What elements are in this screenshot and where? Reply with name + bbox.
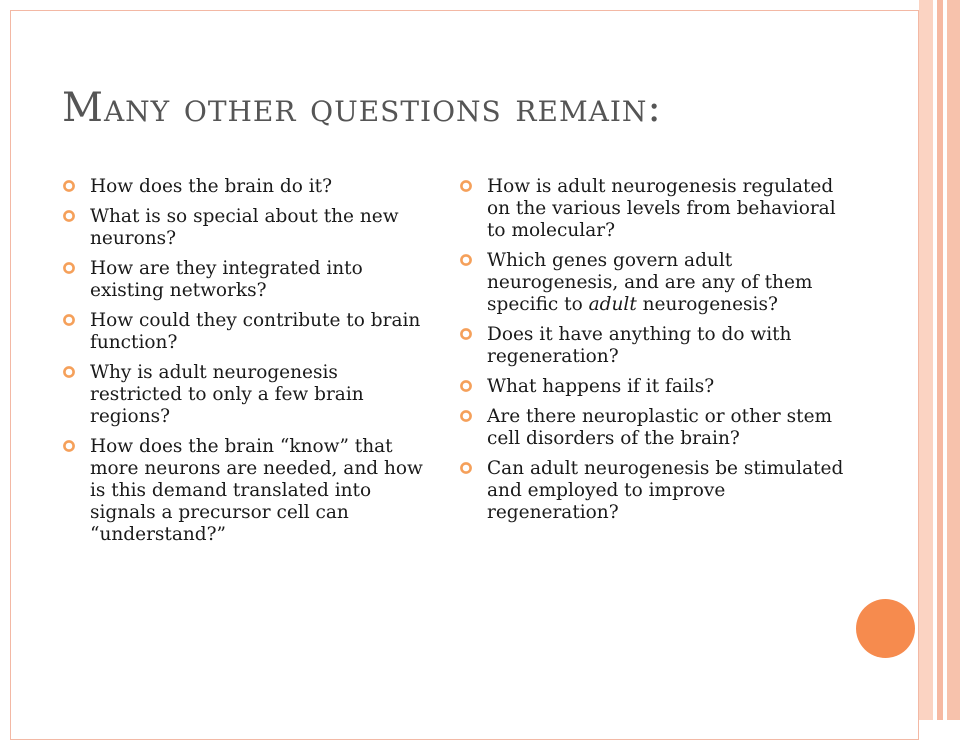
hollow-circle-bullet-icon xyxy=(459,179,473,193)
bullet-item xyxy=(62,310,432,354)
side-stripe xyxy=(947,0,960,720)
bullet-item xyxy=(459,458,849,524)
bullet-text-segment: How are they integrated into existing networks? xyxy=(90,258,363,301)
bullet-text-segment: neurogenesis? xyxy=(636,294,778,315)
hollow-circle-bullet-icon xyxy=(459,409,473,423)
hollow-circle-bullet-icon xyxy=(459,253,473,267)
hollow-circle-bullet-icon xyxy=(459,379,473,393)
bullet-item xyxy=(62,436,432,546)
bullet-text-segment: How does the brain do it? xyxy=(90,176,333,197)
bullet-text xyxy=(487,406,832,449)
bullet-text xyxy=(90,310,420,353)
right-column xyxy=(459,176,849,532)
left-column xyxy=(62,176,432,554)
bullet-text xyxy=(487,458,843,523)
hollow-circle-bullet-icon xyxy=(62,313,76,327)
bullet-text-segment: Are there neuroplastic or other stem cell disorders of the brain? xyxy=(487,406,833,449)
hollow-circle-bullet-icon xyxy=(62,439,76,453)
left-bullet-list xyxy=(62,176,432,546)
bullet-text xyxy=(90,362,364,427)
bullet-text-segment: How is adult neurogenesis regulated on the various levels from behavioral to molecular? xyxy=(487,176,836,241)
bullet-item xyxy=(62,258,432,302)
bullet-text-segment: How does the brain “know” that more neurons are needed, and how is this demand translated into signals a precursor cell can “understand?” xyxy=(90,436,423,545)
bullet-item xyxy=(459,324,849,368)
bullet-text-emphasis: adult xyxy=(588,294,637,315)
bullet-item xyxy=(459,176,849,242)
bullet-text-segment: Can adult neurogenesis be stimulated and employed to improve regeneration? xyxy=(487,458,844,523)
bullet-text-segment: Which genes govern adult neurogenesis, and are any of them specific to xyxy=(487,250,813,315)
bullet-text xyxy=(487,376,714,397)
bullet-item xyxy=(459,376,849,398)
side-stripe xyxy=(919,0,933,720)
bullet-text xyxy=(90,176,332,197)
right-bullet-list xyxy=(459,176,849,524)
bullet-item xyxy=(459,250,849,316)
bullet-text-segment: What happens if it fails? xyxy=(487,376,715,397)
hollow-circle-bullet-icon xyxy=(62,209,76,223)
bullet-item xyxy=(62,362,432,428)
bullet-text xyxy=(487,324,791,367)
hollow-circle-bullet-icon xyxy=(62,365,76,379)
bullet-text-segment: Why is adult neurogenesis restricted to only a few brain regions? xyxy=(90,362,364,427)
side-stripes-decoration xyxy=(919,0,960,720)
bullet-item xyxy=(62,176,432,198)
bullet-text xyxy=(487,250,812,315)
bullet-text-segment: How could they contribute to brain function? xyxy=(90,310,421,353)
bullet-text xyxy=(90,206,399,249)
hollow-circle-bullet-icon xyxy=(62,179,76,193)
bullet-text-segment: Does it have anything to do with regeneration? xyxy=(487,324,792,367)
hollow-circle-bullet-icon xyxy=(459,461,473,475)
bullet-text xyxy=(487,176,836,241)
orange-circle-icon xyxy=(856,599,915,658)
bullet-text xyxy=(90,436,423,545)
bullet-item xyxy=(459,406,849,450)
bullet-item xyxy=(62,206,432,250)
slide-title: Many other questions remain: xyxy=(62,85,662,131)
hollow-circle-bullet-icon xyxy=(459,327,473,341)
bullet-text-segment: What is so special about the new neurons? xyxy=(90,206,399,249)
hollow-circle-bullet-icon xyxy=(62,261,76,275)
bullet-text xyxy=(90,258,363,301)
